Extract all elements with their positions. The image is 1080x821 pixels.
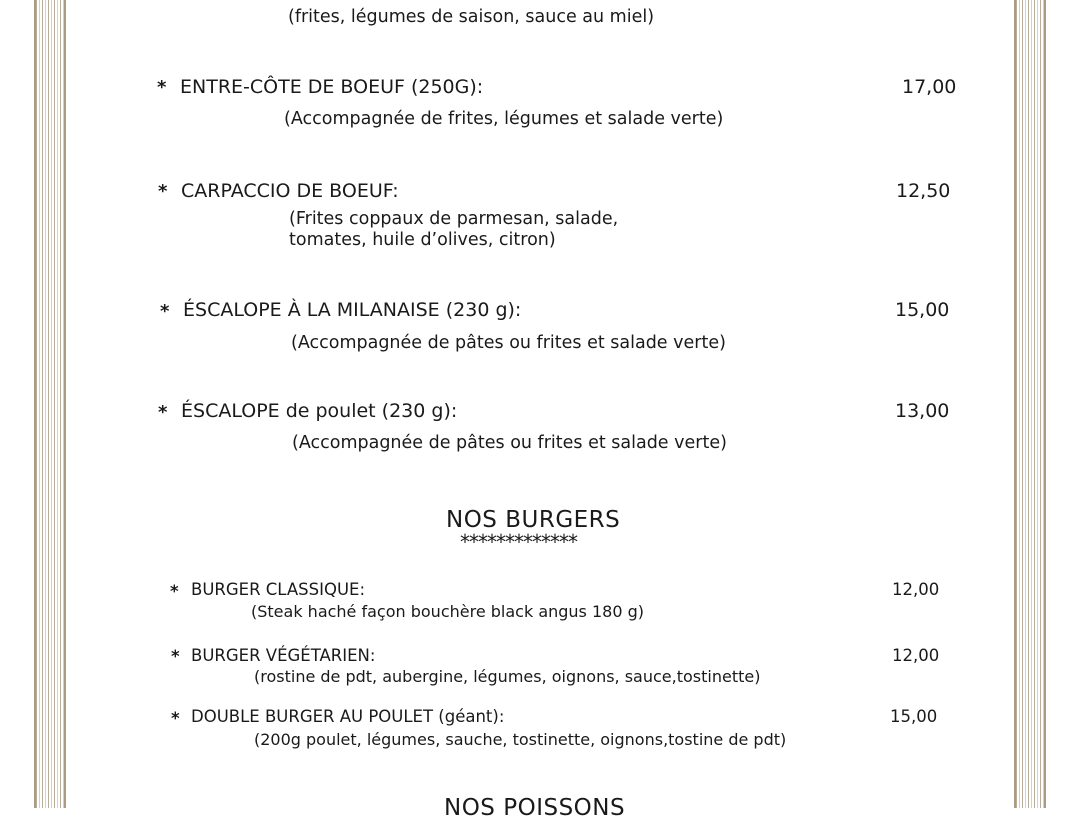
- dish-name: ÉSCALOPE de poulet (230 g):: [181, 400, 458, 422]
- burger-description: (200g poulet, légumes, sauche, tostinette, oignons,tostine de pdt): [254, 730, 787, 749]
- section-separator: *************: [460, 530, 577, 554]
- section-title: NOS POISSONS: [444, 795, 626, 821]
- dish-description: (Accompagnée de frites, légumes et salade verte): [284, 109, 724, 129]
- burger-description: (rostine de pdt, aubergine, légumes, oignons, sauce,tostinette): [254, 667, 761, 686]
- section-title: NOS BURGERS: [446, 507, 621, 533]
- burger-price: 15,00: [890, 707, 938, 726]
- dish-name: ENTRE-CÔTE DE BOEUF (250G):: [180, 76, 484, 98]
- bullet-star-icon: *: [160, 301, 170, 322]
- bullet-star-icon: *: [158, 181, 168, 202]
- dish-price: 12,50: [896, 180, 951, 202]
- bullet-star-icon: *: [170, 582, 179, 601]
- burger-description: (Steak haché façon bouchère black angus 180 g): [251, 602, 644, 621]
- bullet-star-icon: *: [158, 402, 168, 423]
- top-dish-description: (frites, légumes de saison, sauce au miel): [288, 7, 655, 27]
- bullet-star-icon: *: [157, 77, 167, 98]
- burger-name: BURGER VÉGÉTARIEN:: [191, 646, 376, 665]
- dish-description: (Frites coppaux de parmesan, salade,: [289, 209, 619, 229]
- dish-price: 15,00: [895, 299, 950, 321]
- burger-price: 12,00: [892, 580, 940, 599]
- dish-price: 17,00: [902, 76, 957, 98]
- left-decorative-border: [34, 0, 66, 808]
- dish-name: ÉSCALOPE À LA MILANAISE (230 g):: [183, 299, 522, 321]
- burger-name: DOUBLE BURGER AU POULET (géant):: [191, 707, 505, 726]
- burger-name: BURGER CLASSIQUE:: [191, 580, 366, 599]
- bullet-star-icon: *: [171, 709, 180, 728]
- dish-name: CARPACCIO DE BOEUF:: [181, 180, 399, 202]
- right-decorative-border: [1014, 0, 1046, 808]
- dish-description: tomates, huile d’olives, citron): [289, 230, 556, 250]
- dish-description: (Accompagnée de pâtes ou frites et salade verte): [291, 333, 726, 353]
- burger-price: 12,00: [892, 646, 940, 665]
- bullet-star-icon: *: [171, 647, 180, 666]
- dish-description: (Accompagnée de pâtes ou frites et salade verte): [292, 433, 727, 453]
- dish-price: 13,00: [895, 400, 950, 422]
